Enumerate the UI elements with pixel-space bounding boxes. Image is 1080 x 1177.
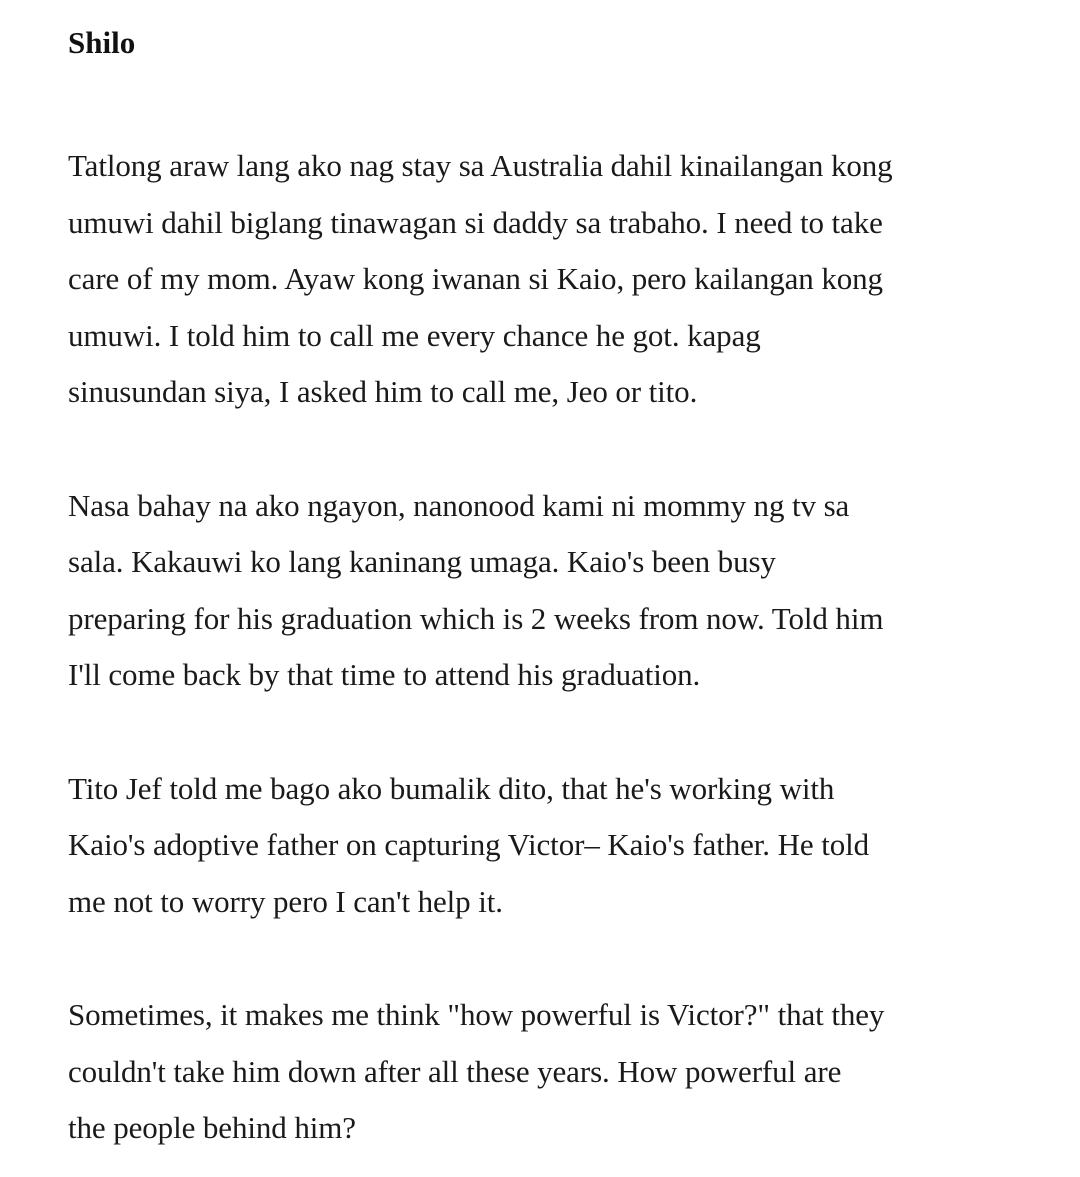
text-line: the people behind him? [68,1110,356,1145]
spacer [68,704,1043,761]
paragraph-4 [68,987,1043,1157]
text-line: Tatlong araw lang ako nag stay sa Australia dahil kinailangan kong [68,148,893,183]
spacer [68,930,1043,987]
text-line: Sometimes, it makes me think "how powerful is Victor?" that they [68,997,885,1032]
text-line: umuwi dahil biglang tinawagan si daddy sa trabaho. I need to take [68,204,883,240]
paragraph-3 [68,761,1043,931]
chapter-heading: Shilo [68,25,136,60]
text-line: me not to worry pero I can't help it. [68,883,503,919]
paragraph-1 [68,138,1043,421]
spacer [68,64,1043,138]
paragraph-2 [68,478,1043,704]
text-line: umuwi. I told him to call me every chance he got. kapag [68,317,761,353]
text-line: Nasa bahay na ako ngayon, nanonood kami ni mommy ng tv sa [68,487,850,523]
text-line: Tito Jef told me bago ako bumalik dito, that he's working with [68,770,835,806]
text-line: care of my mom. Ayaw kong iwanan si Kaio, pero kailangan kong [68,261,883,296]
text-line: I'll come back by that time to attend his graduation. [68,657,701,692]
document-page [68,22,1043,1157]
text-line: sinusundan siya, I asked him to call me, Jeo or tito. [68,374,698,409]
text-line: Kaio's adoptive father on capturing Victor– Kaio's father. He told [68,827,870,862]
text-line: preparing for his graduation which is 2 weeks from now. Told him [68,600,884,636]
spacer [68,421,1043,478]
text-line: sala. Kakauwi ko lang kaninang umaga. Kaio's been busy [68,544,776,579]
text-line: couldn't take him down after all these years. How powerful are [68,1053,842,1089]
